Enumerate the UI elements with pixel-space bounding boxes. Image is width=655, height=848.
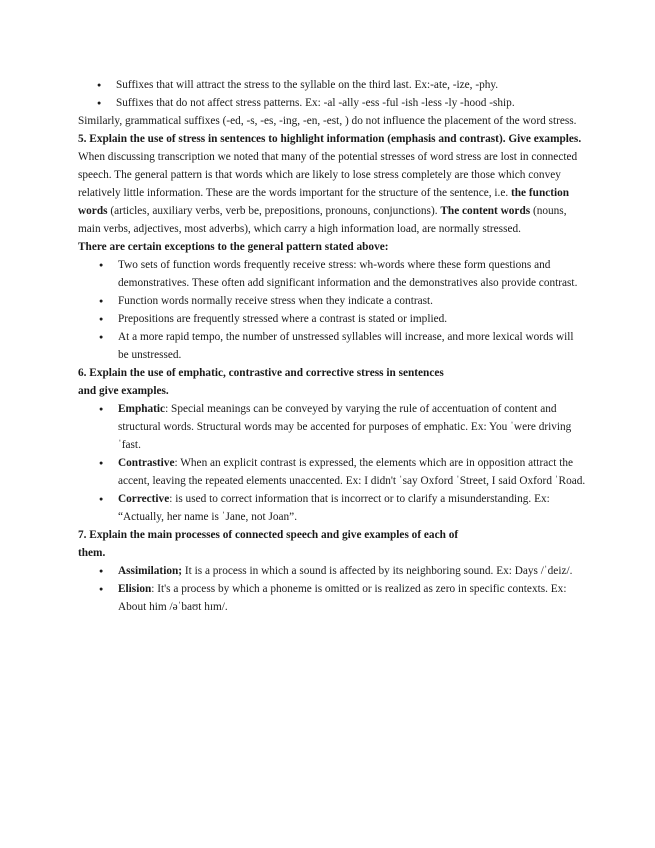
term-label: Elision xyxy=(118,583,152,595)
connected-speech-list xyxy=(78,562,586,616)
list-item: ● Suffixes that do not affect stress patterns. Ex: -al -ally -ess -ful -ish -less -ly -hood -ship. xyxy=(116,94,586,112)
paragraph-text: When discussing transcription we noted that many of the potential stresses of word stress are lost in connected speech. The general pattern is that words which are likely to lose stress completely are those which convey relatively little information. These are the words important for the structure of the sentence, i.e. xyxy=(78,151,578,199)
question-5-paragraph xyxy=(78,148,586,238)
document-page xyxy=(78,76,586,616)
list-item xyxy=(118,580,586,616)
term-label: Assimilation; xyxy=(118,565,183,577)
suffix-list xyxy=(78,76,586,112)
term-text: It is a process in which a sound is affected by its neighboring sound. Ex: Days /ˈdeiz/. xyxy=(182,565,573,577)
paragraph-text: (nouns, main verbs, adjectives, most adverbs), which carry a high information load, are normally stressed. xyxy=(78,205,567,235)
exceptions-heading: There are certain exceptions to the general pattern stated above: xyxy=(78,241,389,253)
term-text: : is used to correct information that is incorrect or to clarify a misunderstanding. Ex: “Actually, her name is ˈJane, not Joan”. xyxy=(118,493,550,523)
exceptions-list xyxy=(78,256,586,364)
question-7-heading-cont: them. xyxy=(78,547,106,559)
list-item: ● Prepositions are frequently stressed where a contrast is stated or implied. xyxy=(118,310,586,328)
list-item xyxy=(118,490,586,526)
paragraph-text: (articles, auxiliary verbs, verb be, prepositions, pronouns, conjunctions). xyxy=(107,205,441,217)
content-words-term: The content words xyxy=(440,205,531,217)
term-label: Emphatic xyxy=(118,403,166,415)
suffix-paragraph: Similarly, grammatical suffixes (-ed, -s, -es, -ing, -en, -est, ) do not influence the placement of the word stress. xyxy=(78,115,577,127)
list-item xyxy=(118,400,586,454)
term-label: Contrastive xyxy=(118,457,175,469)
question-6-heading: 6. Explain the use of emphatic, contrastive and corrective stress in sentences xyxy=(78,367,444,379)
term-text: : It's a process by which a phoneme is omitted or is realized as zero in specific contexts. Ex: About him /əˈbaʊt hɪm/. xyxy=(118,583,567,613)
stress-types-list xyxy=(78,400,586,526)
question-5-heading: 5. Explain the use of stress in sentences to highlight information (emphasis and contrast). Give examples. xyxy=(78,133,582,145)
question-6-heading-cont: and give examples. xyxy=(78,385,169,397)
list-item: ● At a more rapid tempo, the number of unstressed syllables will increase, and more lexical words will be unstressed. xyxy=(118,328,586,364)
term-text: : When an explicit contrast is expressed, the elements which are in opposition attract the accent, leaving the repeated elements unaccented. Ex: I didn't ˈsay Oxford ˈStreet, I said Oxford ˈRoad. xyxy=(118,457,586,487)
list-item xyxy=(118,454,586,490)
list-item: ● Two sets of function words frequently receive stress: wh-words where these form questions and demonstratives. These often add significant information and the demonstratives also provide contrast. xyxy=(118,256,586,292)
term-label: Corrective xyxy=(118,493,170,505)
term-text: : Special meanings can be conveyed by varying the rule of accentuation of content and structural words. Structural words may be accented for purposes of emphatic. Ex: You ˈwere driving ˈfast. xyxy=(118,403,572,451)
list-item: ● Function words normally receive stress when they indicate a contrast. xyxy=(118,292,586,310)
list-item: ● Suffixes that will attract the stress to the syllable on the third last. Ex:-ate, -ize, -phy. xyxy=(116,76,586,94)
question-7-heading: 7. Explain the main processes of connected speech and give examples of each of xyxy=(78,529,459,541)
list-item xyxy=(118,562,586,580)
function-words-term: the function words xyxy=(78,187,570,217)
